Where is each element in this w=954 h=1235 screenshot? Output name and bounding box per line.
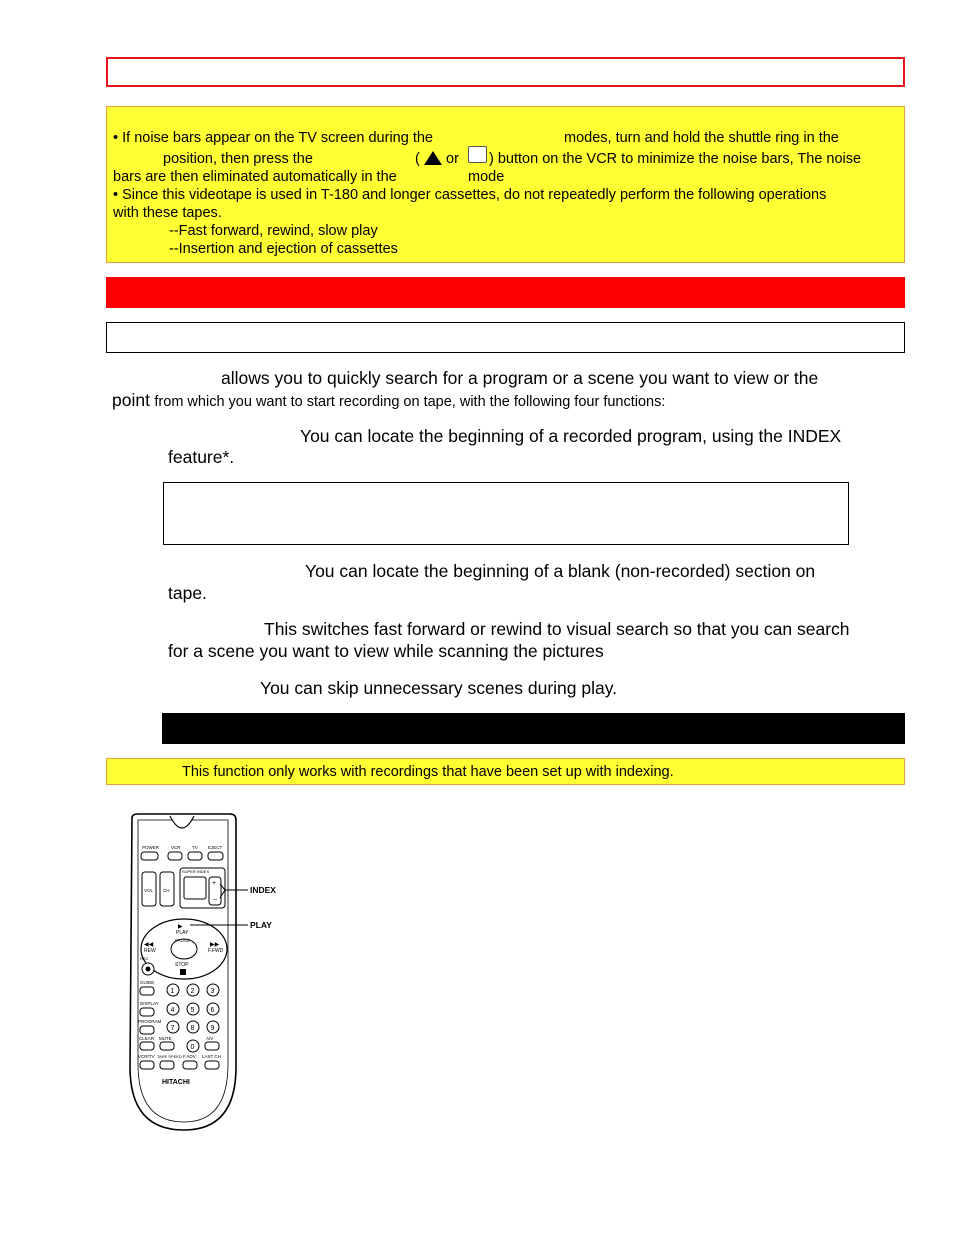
subsection-box xyxy=(106,322,905,353)
program-button xyxy=(140,1026,154,1034)
play-icon: ▶ xyxy=(178,924,183,930)
note-b1-part-d: ( xyxy=(415,151,420,167)
fadv-button xyxy=(183,1061,197,1069)
eject-label: EJECT xyxy=(208,845,223,850)
note-line-4: • Since this videotape is used in T-180 and longer cassettes, do not repeatedly perform the following operations xyxy=(113,187,827,203)
mute-label: MUTE xyxy=(159,1036,172,1041)
av-button xyxy=(205,1042,219,1050)
note-b1-part-e: or xyxy=(446,151,459,167)
index-search-title-bar xyxy=(162,713,905,744)
note-b1-part-b: modes, turn and hold the shuttle ring in the xyxy=(564,130,839,146)
vcr-label: VCR xyxy=(171,845,181,850)
clear-button xyxy=(140,1042,154,1050)
program-label: PROGRAM xyxy=(138,1019,162,1024)
visual-search-line-1: This switches fast forward or rewind to visual search so that you can search xyxy=(264,619,850,639)
index-footnote-box xyxy=(163,482,849,545)
plus-icon: + xyxy=(212,880,217,887)
intro-line-2 xyxy=(112,389,665,411)
display-label: DISPLAY xyxy=(140,1001,159,1006)
power-label: POWER xyxy=(142,845,160,850)
vcr-button xyxy=(168,852,182,860)
digit-1: 1 xyxy=(170,988,175,995)
vol-label: VOL xyxy=(144,888,154,893)
rewind-icon: ◀◀ xyxy=(144,942,154,948)
rec-label: REC xyxy=(140,956,149,961)
vcrtv-button xyxy=(140,1061,154,1069)
remote-control-illustration xyxy=(120,812,290,1137)
fadv-label: F.ADV xyxy=(183,1054,196,1059)
record-dot-icon xyxy=(146,967,151,972)
button-square-icon xyxy=(468,146,487,163)
tv-button xyxy=(188,852,202,860)
digit-6: 6 xyxy=(210,1007,215,1014)
intro-point: point xyxy=(112,390,150,410)
note-sub-2: --Insertion and ejection of cassettes xyxy=(169,241,398,257)
index-note-text: This function only works with recordings that have been set up with indexing. xyxy=(182,764,674,780)
play-button-label: PLAY xyxy=(176,930,189,936)
digit-7: 7 xyxy=(170,1025,175,1032)
index-callout-label: INDEX xyxy=(250,885,276,895)
intro-rest: from which you want to start recording on tape, with the following four functions: xyxy=(154,394,666,410)
digit-8: 8 xyxy=(190,1025,195,1032)
super-index-label: SUPER INDEX xyxy=(182,869,210,874)
section-title-bar xyxy=(106,277,905,308)
guide-button xyxy=(140,987,154,995)
note-b1-part-h: mode xyxy=(468,169,505,185)
tape-speed-label: TAPE SPEED xyxy=(157,1054,182,1059)
fast-forward-icon: ▶▶ xyxy=(210,942,220,948)
digit-3: 3 xyxy=(210,988,215,995)
index-search-line-2: feature*. xyxy=(168,447,235,467)
power-button xyxy=(141,852,158,860)
tape-note-box xyxy=(106,106,905,263)
note-line-1 xyxy=(113,129,903,147)
note-b1-part-a: • If noise bars appear on the TV screen during the xyxy=(113,130,433,146)
digit-4: 4 xyxy=(170,1007,175,1014)
tv-label: TV xyxy=(192,845,198,850)
clear-label: CLEAR xyxy=(139,1036,155,1041)
note-b1-part-f: ) button on the VCR to minimize the noise bars, The noise xyxy=(489,151,862,167)
eject-button xyxy=(208,852,223,860)
intro-line-1: allows you to quickly search for a program or a scene you want to view or the xyxy=(221,368,819,388)
digit-9: 9 xyxy=(210,1025,215,1032)
skip-search-line: You can skip unnecessary scenes during play. xyxy=(260,678,618,698)
blank-search-line-2: tape. xyxy=(168,583,207,603)
stop-icon xyxy=(180,969,186,975)
visual-search-line-2: for a scene you want to view while scanning the pictures xyxy=(168,641,604,661)
note-sub-1: --Fast forward, rewind, slow play xyxy=(169,223,378,239)
note-b1-part-c: position, then press the xyxy=(163,151,313,167)
index-function-buttons xyxy=(184,877,206,899)
display-button xyxy=(140,1008,154,1016)
note-line-2 xyxy=(113,150,903,170)
vcrtv-label: VCR/TV xyxy=(138,1054,155,1059)
index-note-box xyxy=(106,758,905,785)
ffwd-label: F.FWD xyxy=(208,948,224,954)
ch-label: CH xyxy=(163,888,170,893)
hitachi-logo: HITACHI xyxy=(162,1079,190,1086)
note-b1-part-g: bars are then eliminated automatically in the xyxy=(113,169,397,185)
blank-search-line-1: You can locate the beginning of a blank (non-recorded) section on xyxy=(305,561,816,581)
mute-button xyxy=(160,1042,174,1050)
digit-2: 2 xyxy=(190,988,195,995)
up-arrow-icon xyxy=(423,150,442,167)
tape-speed-button xyxy=(160,1061,174,1069)
guide-label: GUIDE xyxy=(140,980,155,985)
digit-5: 5 xyxy=(190,1007,195,1014)
minus-icon: − xyxy=(213,897,218,904)
rew-label: REW xyxy=(144,948,156,954)
digit-0: 0 xyxy=(190,1044,195,1051)
last-ch-label: LAST CH xyxy=(202,1054,221,1059)
note-line-3 xyxy=(113,168,903,188)
last-ch-button xyxy=(205,1061,219,1069)
stop-label: STOP xyxy=(175,962,189,968)
play-callout-label: PLAY xyxy=(250,920,272,930)
av-label: A/V xyxy=(206,1036,214,1041)
index-search-line-1: You can locate the beginning of a recorded program, using the INDEX xyxy=(300,426,842,446)
note-line-5: with these tapes. xyxy=(113,205,222,221)
top-header-box xyxy=(106,57,905,87)
pause-label: PAUSE xyxy=(175,938,190,943)
